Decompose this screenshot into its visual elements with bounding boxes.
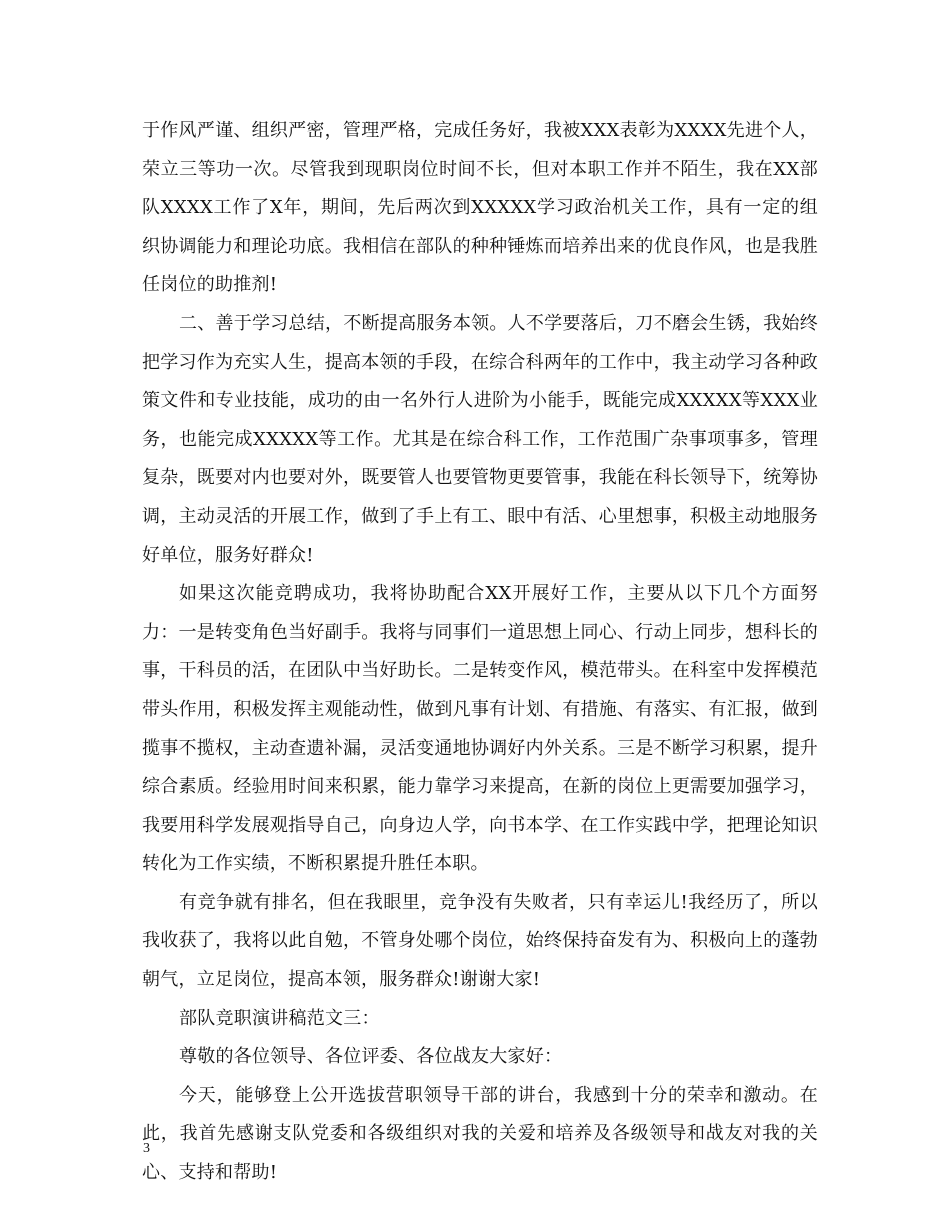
- page-number: 3: [143, 1141, 150, 1156]
- paragraph-opening: 今天，能够登上公开选拔营职领导干部的讲台，我感到十分的荣幸和激动。在此，我首先感谢支队党委和各级组织对我的关爱和培养及各级领导和战友对我的关心、支持和帮助!: [142, 1084, 818, 1184]
- paragraph-learning: 二、善于学习总结，不断提高服务本领。人不学要落后，刀不磨会生锈，我始终把学习作为充实人生，提高本领的手段，在综合科两年的工作中，我主动学习各种政策文件和专业技能，成功的由一名外行人进阶为小能手，既能完成XXXXX等XXX业务，也能完成XXXXX等工作。尤其是在综合科工作，工作范围广杂事项事多，管理复杂，既要对内也要对外，既要管人也要管物更要管事，我能在科长领导下，统筹协调，主动灵活的开展工作，做到了手上有工、眼中有活、心里想事，积极主动地服务好单位，服务好群众!: [142, 312, 818, 566]
- paragraph-continuation: 于作风严谨、组织严密，管理严格，完成任务好，我被XXX表彰为XXXX先进个人，荣立三等功一次。尽管我到现职岗位时间不长，但对本职工作并不陌生，我在XX部队XXXX工作了X年，期间，先后两次到XXXXX学习政治机关工作，具有一定的组织协调能力和理论功底。我相信在部队的种种锤炼而培养出来的优良作风，也是我胜任岗位的助推剂!: [142, 120, 818, 296]
- paragraph-plans: 如果这次能竞聘成功，我将协助配合XX开展好工作，主要从以下几个方面努力：一是转变角色当好副手。我将与同事们一道思想上同心、行动上同步，想科长的事，干科员的活，在团队中当好助长。二是转变作风，模范带头。在科室中发挥模范带头作用，积极发挥主观能动性，做到凡事有计划、有措施、有落实、有汇报，做到揽事不揽权，主动查遗补漏，灵活变通地协调好内外关系。三是不断学习积累，提升综合素质。经验用时间来积累，能力靠学习来提高，在新的岗位上更需要加强学习，我要用科学发展观指导自己，向身边人学，向书本学、在工作实践中学，把理论知识转化为工作实绩，不断积累提升胜任本职。: [142, 583, 818, 875]
- section-heading: 部队竞职演讲稿范文三：: [179, 1007, 380, 1029]
- document-body: [142, 112, 818, 1193]
- paragraph-closing: 有竞争就有排名，但在我眼里，竞争没有失败者，只有幸运儿!我经历了，所以我收获了，我将以此自勉，不管身处哪个岗位，始终保持奋发有为、积极向上的蓬勃朝气，立足岗位，提高本领，服务群众!谢谢大家!: [142, 891, 818, 991]
- salutation: 尊敬的各位领导、各位评委、各位战友大家好：: [179, 1046, 563, 1068]
